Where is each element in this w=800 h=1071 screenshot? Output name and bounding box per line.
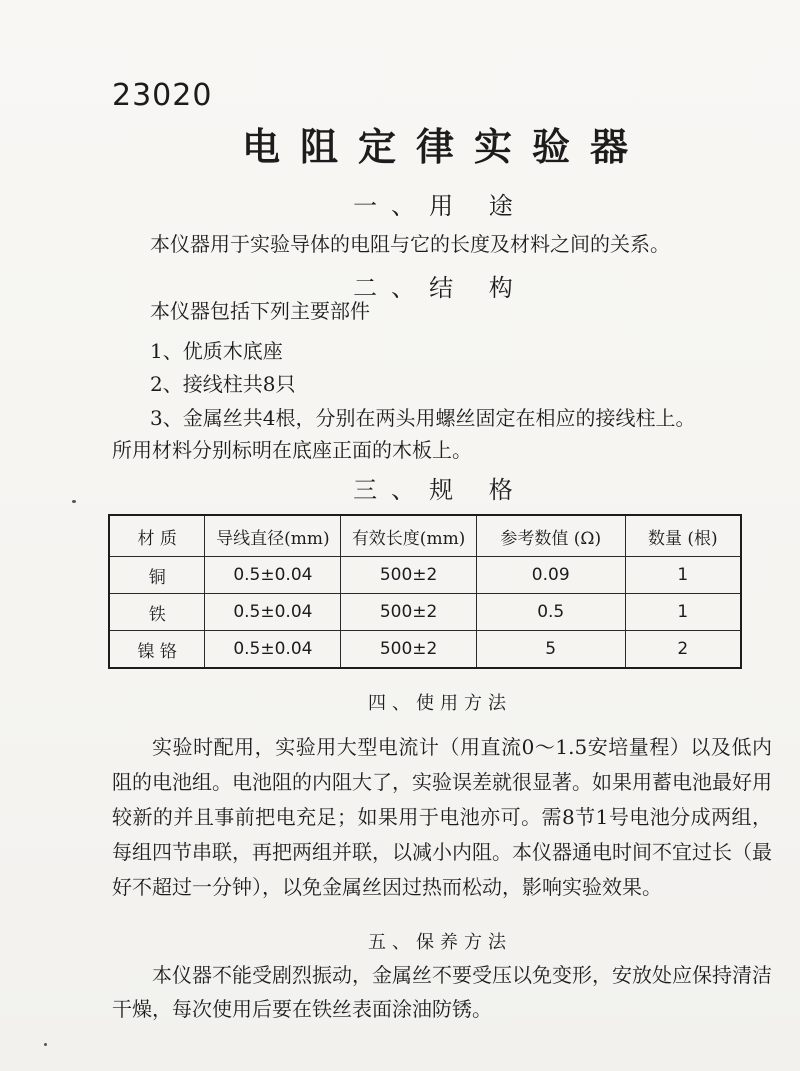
- maintenance-heading: 五、保养方法: [368, 932, 512, 953]
- structure-item: 1、优质木底座: [150, 339, 283, 363]
- model-number: 23020: [112, 78, 213, 113]
- material-cell: 铁: [109, 594, 205, 631]
- table-row: [109, 557, 741, 594]
- specs-heading: 三、规 格: [353, 476, 527, 504]
- quantity-cell: 2: [625, 631, 741, 669]
- resistance-cell: 0.5: [476, 594, 625, 631]
- material-cell: 镍 铬: [109, 631, 205, 669]
- quantity-cell: 1: [625, 557, 741, 594]
- structure-item: 2、接线柱共8只: [150, 372, 296, 396]
- table-header-row: [109, 515, 741, 557]
- diameter-cell: 0.5±0.04: [205, 557, 341, 594]
- length-cell: 500±2: [341, 557, 476, 594]
- diameter-cell: 0.5±0.04: [205, 631, 341, 669]
- structure-heading: 二、结 构: [353, 274, 527, 302]
- specs-table: [108, 514, 742, 669]
- table-row: [109, 594, 741, 631]
- column-header: 参考数值 (Ω): [476, 515, 625, 557]
- structure-item: 3、金属丝共4根，分别在两头用螺丝固定在相应的接线柱上。: [150, 406, 696, 430]
- length-cell: 500±2: [341, 594, 476, 631]
- usage-heading: 四、使用方法: [368, 693, 512, 714]
- structure-continuation: 所用材料分别标明在底座正面的木板上。: [112, 438, 472, 462]
- resistance-cell: 0.09: [476, 557, 625, 594]
- resistance-cell: 5: [476, 631, 625, 669]
- column-header: 数量 (根): [625, 515, 741, 557]
- column-header: 材 质: [109, 515, 205, 557]
- column-header: 导线直径(mm): [205, 515, 341, 557]
- material-cell: 铜: [109, 557, 205, 594]
- purpose-heading: 一、用 途: [353, 192, 527, 220]
- table-row: [109, 631, 741, 669]
- usage-text: 实验时配用，实验用大型电流计（用直流0～1.5安培量程）以及低内阻的电池组。电池阻的内阻大了，实验误差就很显著。如果用蓄电池最好用较新的并且事前把电充足；如果用于电池亦可。需8节1号电池分成两组，每组四节串联，再把两组并联，以减小内阻。本仪器通电时间不宜过长（最好不超过一分钟），以免金属丝因过热而松动，影响实验效果。: [112, 735, 772, 899]
- scan-speck: [44, 1043, 47, 1046]
- length-cell: 500±2: [341, 631, 476, 669]
- quantity-cell: 1: [625, 594, 741, 631]
- maintenance-text: 本仪器不能受剧烈振动，金属丝不要受压以免变形，安放处应保持清洁干燥，每次使用后要在铁丝表面涂油防锈。: [112, 963, 772, 1021]
- column-header: 有效长度(mm): [341, 515, 476, 557]
- purpose-text: 本仪器用于实验导体的电阻与它的长度及材料之间的关系。: [150, 232, 670, 256]
- scan-speck: [72, 500, 76, 503]
- document-title: 电阻定律实验器: [241, 125, 648, 169]
- diameter-cell: 0.5±0.04: [205, 594, 341, 631]
- structure-intro: 本仪器包括下列主要部件: [150, 299, 370, 323]
